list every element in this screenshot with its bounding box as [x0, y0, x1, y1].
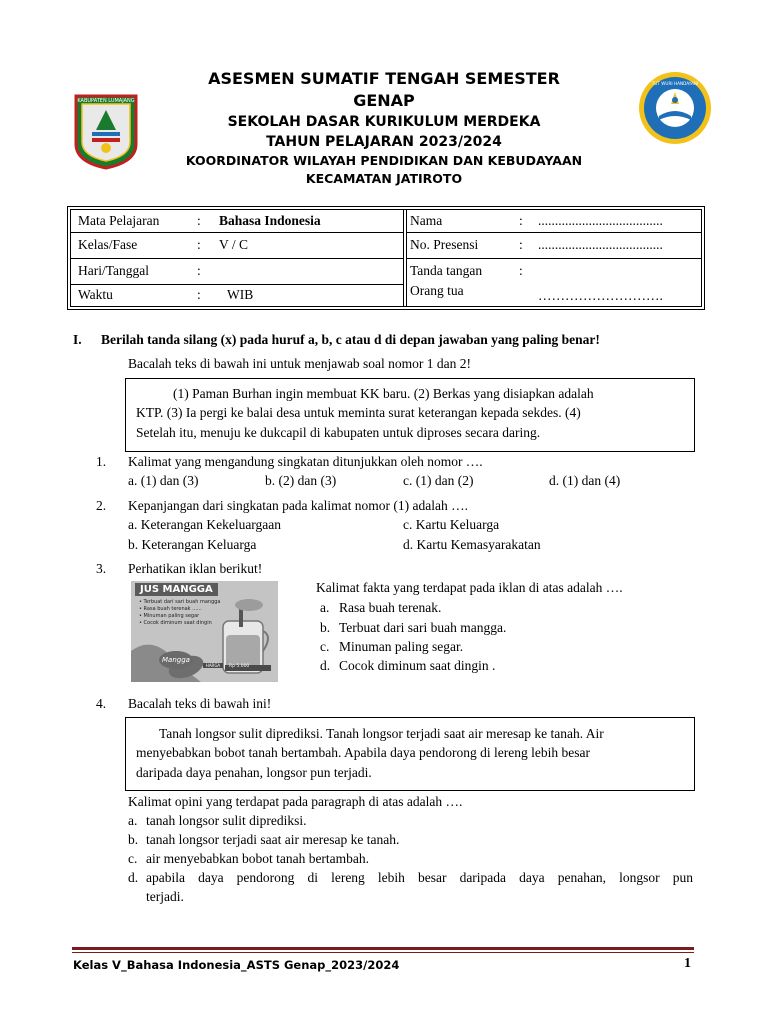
row-line	[71, 232, 403, 233]
q3-option-b[interactable]: Terbuat dari sari buah mangga.	[339, 620, 507, 635]
q1-option-b[interactable]: b. (2) dan (3)	[265, 473, 337, 488]
row-line	[71, 258, 403, 259]
q3-question: Kalimat fakta yang terdapat pada iklan di atas adalah ….	[316, 580, 623, 595]
signature-field[interactable]: ……………………….	[538, 288, 663, 303]
q3-option-d[interactable]: Cocok diminum saat dingin .	[339, 658, 496, 673]
subject-label: Mata Pelajaran	[78, 213, 160, 228]
colon: :	[197, 213, 201, 228]
q1-option-a[interactable]: a. (1) dan (3)	[128, 473, 199, 488]
colon: :	[519, 213, 523, 228]
table-divider	[403, 210, 404, 306]
passage-box-2	[125, 717, 695, 791]
colon: :	[197, 287, 201, 302]
row-line	[71, 284, 403, 285]
q3-number: 3.	[96, 561, 107, 576]
class-label: Kelas/Fase	[78, 237, 138, 252]
ad-line-2: • Rasa buah terenak ......	[139, 606, 202, 612]
page-number: 1	[684, 956, 691, 971]
footer-text: Kelas V_Bahasa Indonesia_ASTS Genap_2023/2024	[73, 958, 400, 972]
district-name: KECAMATAN JATIROTO	[305, 171, 463, 186]
time-label: Waktu	[78, 287, 113, 302]
q2-text: Kepanjangan dari singkatan pada kalimat nomor (1) adalah ….	[128, 498, 469, 513]
tut-wuri-logo-text: TUT WURI HANDAYANI	[651, 81, 699, 86]
passage-1-line-2: KTP. (3) Ia pergi ke balai desa untuk meminta surat keterangan kepada sekdes. (4)	[136, 405, 581, 420]
q4-letter-a: a.	[128, 813, 138, 828]
student-info-table	[70, 209, 702, 307]
colon: :	[519, 237, 523, 252]
ad-text-block	[139, 599, 221, 627]
signature-label-2: Orang tua	[410, 283, 464, 298]
q4-option-d[interactable]: apabila daya pendorong di lereng lebih besar daripada daya penahan, longsor pun	[146, 870, 693, 885]
passage-1-line-1: (1) Paman Burhan ingin membuat KK baru. (2) Berkas yang disiapkan adalah	[173, 386, 594, 401]
academic-year: TAHUN PELAJARAN 2023/2024	[266, 134, 502, 150]
passage-2-line-3: daripada daya penahan, longsor pun terjadi.	[136, 765, 372, 780]
class-value: V / C	[219, 237, 249, 252]
q3-option-c[interactable]: Minuman paling segar.	[339, 639, 464, 654]
q4-option-c[interactable]: air menyebabkan bobot tanah bertambah.	[146, 851, 370, 866]
q1-number: 1.	[96, 454, 107, 469]
row-line	[406, 232, 701, 233]
footer-rule-thick	[72, 947, 694, 950]
q4-number: 4.	[96, 696, 107, 711]
ad-line-3: • Minuman paling segar	[139, 613, 200, 619]
coordinator-name: KOORDINATOR WILAYAH PENDIDIKAN DAN KEBUDAYAAN	[185, 153, 583, 168]
q1-option-c[interactable]: c. (1) dan (2)	[403, 473, 474, 488]
colon: :	[197, 263, 201, 278]
q3-letter-b: b.	[320, 620, 331, 635]
q3-letter-d: d.	[320, 658, 331, 673]
school-name: SEKOLAH DASAR KURIKULUM MERDEKA	[227, 114, 541, 130]
q1-option-d[interactable]: d. (1) dan (4)	[549, 473, 621, 488]
q3-text: Perhatikan iklan berikut!	[128, 561, 263, 576]
signature-label-1: Tanda tangan	[410, 263, 483, 278]
q3-option-a[interactable]: Rasa buah terenak.	[339, 600, 442, 615]
q4-text: Bacalah teks di bawah ini!	[128, 696, 272, 711]
name-label: Nama	[410, 213, 443, 228]
intro-text: Bacalah teks di bawah ini untuk menjawab soal nomor 1 dan 2!	[128, 356, 472, 371]
name-field[interactable]: .....................................	[538, 213, 663, 228]
ad-title: JUS MANGGA	[135, 583, 218, 596]
ad-price: Rp 5.000	[229, 664, 250, 669]
q2-option-d[interactable]: d. Kartu Kemasyarakatan	[403, 537, 541, 552]
section-instruction: Berilah tanda silang (x) pada huruf a, b, c atau d di depan jawaban yang paling benar!	[101, 332, 600, 347]
q4-letter-c: c.	[128, 851, 138, 866]
q4-option-a[interactable]: tanah longsor sulit diprediksi.	[146, 813, 307, 828]
q4-letter-d: d.	[128, 870, 139, 885]
ad-line-1: • Terbuat dari sari buah mangga	[139, 599, 221, 605]
q3-letter-a: a.	[320, 600, 330, 615]
passage-2-line-1: Tanah longsor sulit diprediksi. Tanah longsor terjadi saat air meresap ke tanah. Air	[159, 726, 604, 741]
passage-2-line-2: menyebabkan bobot tanah bertambah. Apabila daya pendorong di lereng lebih besar	[136, 745, 590, 760]
q4-option-b[interactable]: tanah longsor terjadi saat air meresap ke tanah.	[146, 832, 400, 847]
q2-option-a[interactable]: a. Keterangan Kekeluargaan	[128, 517, 282, 532]
regency-logo-text: KABUPATEN LUMAJANG	[77, 98, 135, 104]
time-value: WIB	[227, 287, 254, 302]
presensi-label: No. Presensi	[410, 237, 479, 252]
q4-letter-b: b.	[128, 832, 139, 847]
q1-text: Kalimat yang mengandung singkatan ditunjukkan oleh nomor ….	[128, 454, 483, 469]
presensi-field[interactable]: .....................................	[538, 237, 663, 252]
ad-badge: Mangga	[159, 651, 193, 669]
title-line-2: GENAP	[353, 91, 415, 110]
row-line	[406, 258, 701, 259]
title-line-1: ASESMEN SUMATIF TENGAH SEMESTER	[208, 69, 560, 88]
q2-option-c[interactable]: c. Kartu Keluarga	[403, 517, 500, 532]
footer-rule-thin	[72, 952, 694, 953]
colon: :	[197, 237, 201, 252]
q2-number: 2.	[96, 498, 107, 513]
colon: :	[519, 263, 523, 278]
section-number: I.	[73, 332, 82, 347]
passage-1-line-3: Setelah itu, menuju ke dukcapil di kabupaten untuk diproses secara daring.	[136, 425, 541, 440]
q3-letter-c: c.	[320, 639, 330, 654]
date-label: Hari/Tanggal	[78, 263, 150, 278]
q2-option-b[interactable]: b. Keterangan Keluarga	[128, 537, 257, 552]
q4-question: Kalimat opini yang terdapat pada paragraph di atas adalah ….	[128, 794, 463, 809]
subject-value: Bahasa Indonesia	[219, 213, 321, 228]
q4-option-d-continued: terjadi.	[146, 889, 184, 904]
passage-box-1	[125, 378, 695, 452]
ad-price-label: HARGA	[203, 663, 223, 668]
ad-line-4: • Cocok diminum saat dingin	[139, 620, 212, 626]
mango-juice-ad	[131, 581, 278, 682]
